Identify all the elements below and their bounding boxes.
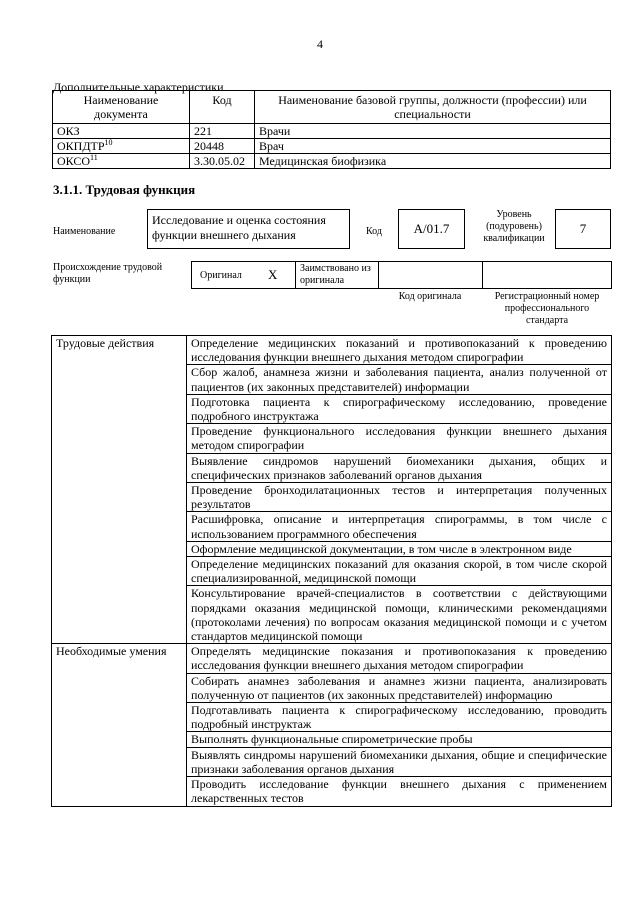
qualification-level-box: 7 — [555, 209, 611, 249]
header-code: Код — [190, 91, 255, 124]
list-item: Определение медицинских показаний и противопоказаний к проведению исследования функции внешнего дыхания методом спирографии — [187, 336, 612, 365]
table-row — [52, 336, 612, 365]
list-item: Консультирование врачей-специалистов в соответствии с действующими порядками оказания медицинской помощи, клиническими рекомендациями (протоколами лечения) по вопросам оказания медицинской помощи и с учетом стандартов медицинской помощи — [187, 586, 612, 644]
list-item: Сбор жалоб, анамнеза жизни и заболевания пациента, анализ полученной от пациентов (их законных представителей) информации — [187, 365, 612, 394]
list-item: Выявление синдромов нарушений биомеханики дыхания, общих и специфических признаков заболеваний органов дыхания — [187, 453, 612, 482]
characteristics-header-row — [53, 91, 611, 124]
additional-characteristics-title: Дополнительные характеристики — [53, 80, 224, 94]
name-cell: Медицинская биофизика — [255, 154, 611, 169]
list-item: Подготавливать пациента к спирографическому исследованию, проводить подробный инструктаж — [187, 703, 612, 732]
category-required-skills: Необходимые умения — [52, 644, 187, 806]
doc-cell: ОКСО$^{11}$ — [53, 154, 190, 169]
origin-label: Происхождение трудовой функции — [53, 262, 163, 285]
list-item: Определение медицинских показаний для оказания скорой, в том числе скорой специализированной, медицинской помощи — [187, 557, 612, 586]
qualification-level-label: Уровень (подуровень) квалификации — [483, 209, 545, 244]
reg-number-label: Регистрационный номер профессионального стандарта — [494, 291, 600, 326]
list-item: Проводить исследование функции внешнего дыхания с применением лекарственных тестов — [187, 777, 612, 806]
code-label: Код — [366, 226, 382, 237]
table-row — [52, 644, 612, 673]
origin-box — [191, 261, 612, 289]
list-item: Проведение бронходилатационных тестов и интерпретация полученных результатов — [187, 483, 612, 512]
function-name-box: Исследование и оценка состояния функции внешнего дыхания — [147, 209, 350, 249]
characteristics-table — [52, 90, 611, 169]
table-row — [53, 139, 611, 154]
doc-cell: ОКЗ — [53, 124, 190, 139]
borrowed-label: Заимствовано из оригинала — [300, 263, 371, 286]
category-labor-actions: Трудовые действия — [52, 336, 187, 644]
doc-cell: ОКПДТР$^{10}$ — [53, 139, 190, 154]
header-document: Наименование документа — [53, 91, 190, 124]
header-group-name: Наименование базовой группы, должности (профессии) или специальности — [255, 91, 611, 124]
table-row — [53, 124, 611, 139]
code-original-label: Код оригинала — [398, 291, 462, 302]
name-label: Наименование — [53, 226, 116, 237]
original-mark: X — [268, 267, 278, 282]
origin-divider — [378, 261, 379, 289]
list-item: Собирать анамнез заболевания и анамнез жизни пациента, анализировать полученную от пациентов (их законных представителей) информацию — [187, 673, 612, 702]
function-code-box: А/01.7 — [398, 209, 465, 249]
list-item: Выполнять функциональные спирометрические пробы — [187, 732, 612, 747]
functions-table — [51, 335, 612, 807]
origin-divider — [295, 261, 296, 289]
list-item: Оформление медицинской документации, в том числе в электронном виде — [187, 541, 612, 556]
table-row — [53, 154, 611, 169]
name-cell: Врачи — [255, 124, 611, 139]
original-label: Оригинал — [200, 270, 242, 281]
list-item: Подготовка пациента к спирографическому исследованию, проведение подробного инструктажа — [187, 394, 612, 423]
list-item: Определять медицинские показания и противопоказания к проведению исследования функции внешнего дыхания методом спирографии — [187, 644, 612, 673]
page-number: 4 — [317, 37, 323, 51]
code-cell: 3.30.05.02 — [190, 154, 255, 169]
section-title: 3.1.1. Трудовая функция — [53, 182, 196, 197]
list-item: Расшифровка, описание и интерпретация спирограммы, в том числе с использованием программного обеспечения — [187, 512, 612, 541]
list-item: Проведение функционального исследования функции внешнего дыхания методом спирографии — [187, 424, 612, 453]
code-cell: 221 — [190, 124, 255, 139]
list-item: Выявлять синдромы нарушений биомеханики дыхания, общие и специфические признаки заболевания органов дыхания — [187, 747, 612, 776]
code-cell: 20448 — [190, 139, 255, 154]
name-cell: Врач — [255, 139, 611, 154]
origin-divider — [482, 261, 483, 289]
